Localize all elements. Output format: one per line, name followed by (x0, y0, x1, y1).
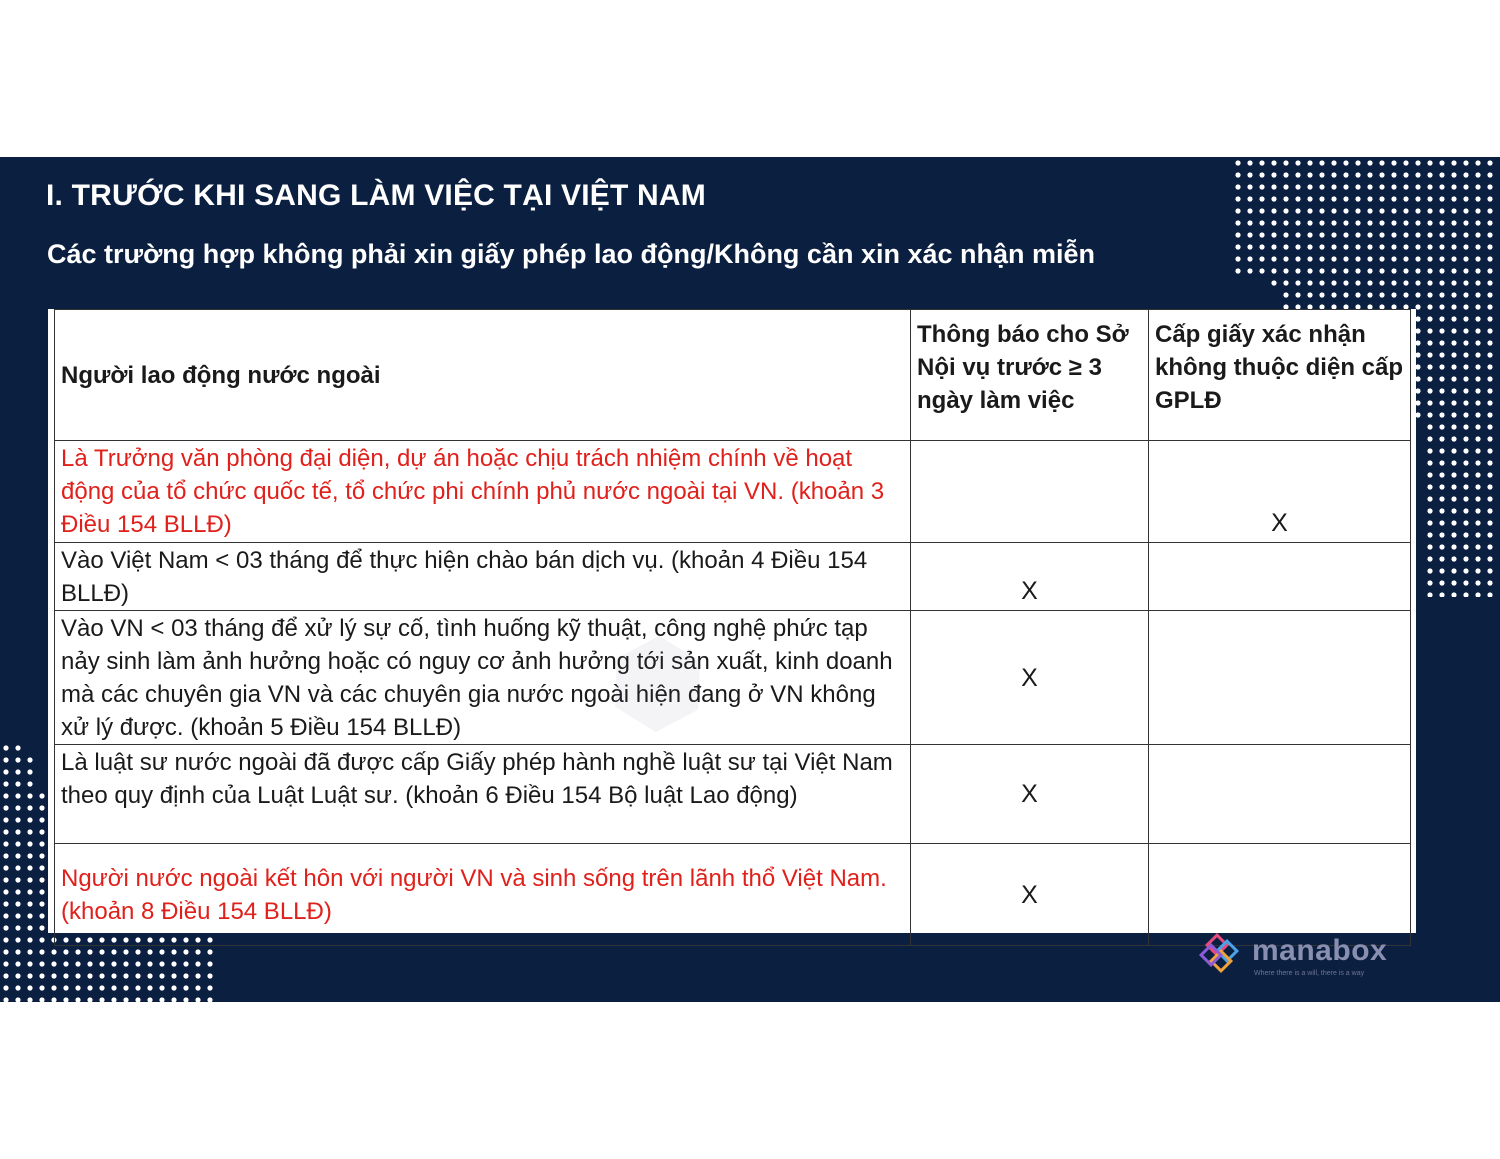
table-row (55, 543, 1411, 611)
header-foreign-worker: Người lao động nước ngoài (55, 310, 911, 441)
row-notify-mark: X (911, 745, 1149, 844)
header-certificate: Cấp giấy xác nhận không thuộc diện cấp GPLĐ (1149, 310, 1411, 441)
row-certificate-mark (1149, 844, 1411, 946)
logo-name: manabox (1252, 934, 1388, 967)
row-description: Là luật sư nước ngoài đã được cấp Giấy phép hành nghề luật sư tại Việt Nam theo quy định của Luật Luật sư. (khoản 6 Điều 154 Bộ luật Lao động) (55, 745, 911, 844)
table-container (48, 309, 1416, 933)
row-description: Vào VN < 03 tháng để xử lý sự cố, tình huống kỹ thuật, công nghệ phức tạp nảy sinh làm ảnh hưởng hoặc có nguy cơ ảnh hưởng tới sản xuất, kinh doanh mà các chuyên gia VN và các chuyên gia nước ngoài hiện đang ở VN không xử lý được. (khoản 5 Điều 154 BLLĐ) (55, 611, 911, 745)
header-notify-department: Thông báo cho Sở Nội vụ trước ≥ 3 ngày làm việc (911, 310, 1149, 441)
row-certificate-mark (1149, 543, 1411, 611)
logo-tagline: Where there is a will, there is a way (1254, 970, 1365, 977)
table-header-row (55, 310, 1411, 441)
table-row (55, 745, 1411, 844)
row-description: Người nước ngoài kết hôn với người VN và sinh sống trên lãnh thổ Việt Nam. (khoản 8 Điều 154 BLLĐ) (55, 844, 911, 946)
slide (0, 157, 1500, 1002)
table-row (55, 441, 1411, 543)
slide-subtitle: Các trường hợp không phải xin giấy phép lao động/Không cần xin xác nhận miễn (47, 239, 1096, 269)
row-notify-mark: X (911, 844, 1149, 946)
row-description: Vào Việt Nam < 03 tháng để thực hiện chào bán dịch vụ. (khoản 4 Điều 154 BLLĐ) (55, 543, 911, 611)
table-row (55, 844, 1411, 946)
row-description: Là Trưởng văn phòng đại diện, dự án hoặc chịu trách nhiệm chính về hoạt động của tổ chức quốc tế, tổ chức phi chính phủ nước ngoài tại VN. (khoản 3 Điều 154 BLLĐ) (55, 441, 911, 543)
exemption-table (54, 309, 1411, 946)
row-certificate-mark (1149, 611, 1411, 745)
table-row (55, 611, 1411, 745)
row-notify-mark (911, 441, 1149, 543)
manabox-logo-icon (1198, 932, 1244, 978)
manabox-logo (1198, 932, 1398, 982)
row-notify-mark: X (911, 543, 1149, 611)
row-notify-mark: X (911, 611, 1149, 745)
row-certificate-mark: X (1149, 441, 1411, 543)
watermark: ⬢ (578, 609, 735, 757)
slide-title: I. TRƯỚC KHI SANG LÀM VIỆC TẠI VIỆT NAM (46, 179, 706, 212)
row-certificate-mark (1149, 745, 1411, 844)
